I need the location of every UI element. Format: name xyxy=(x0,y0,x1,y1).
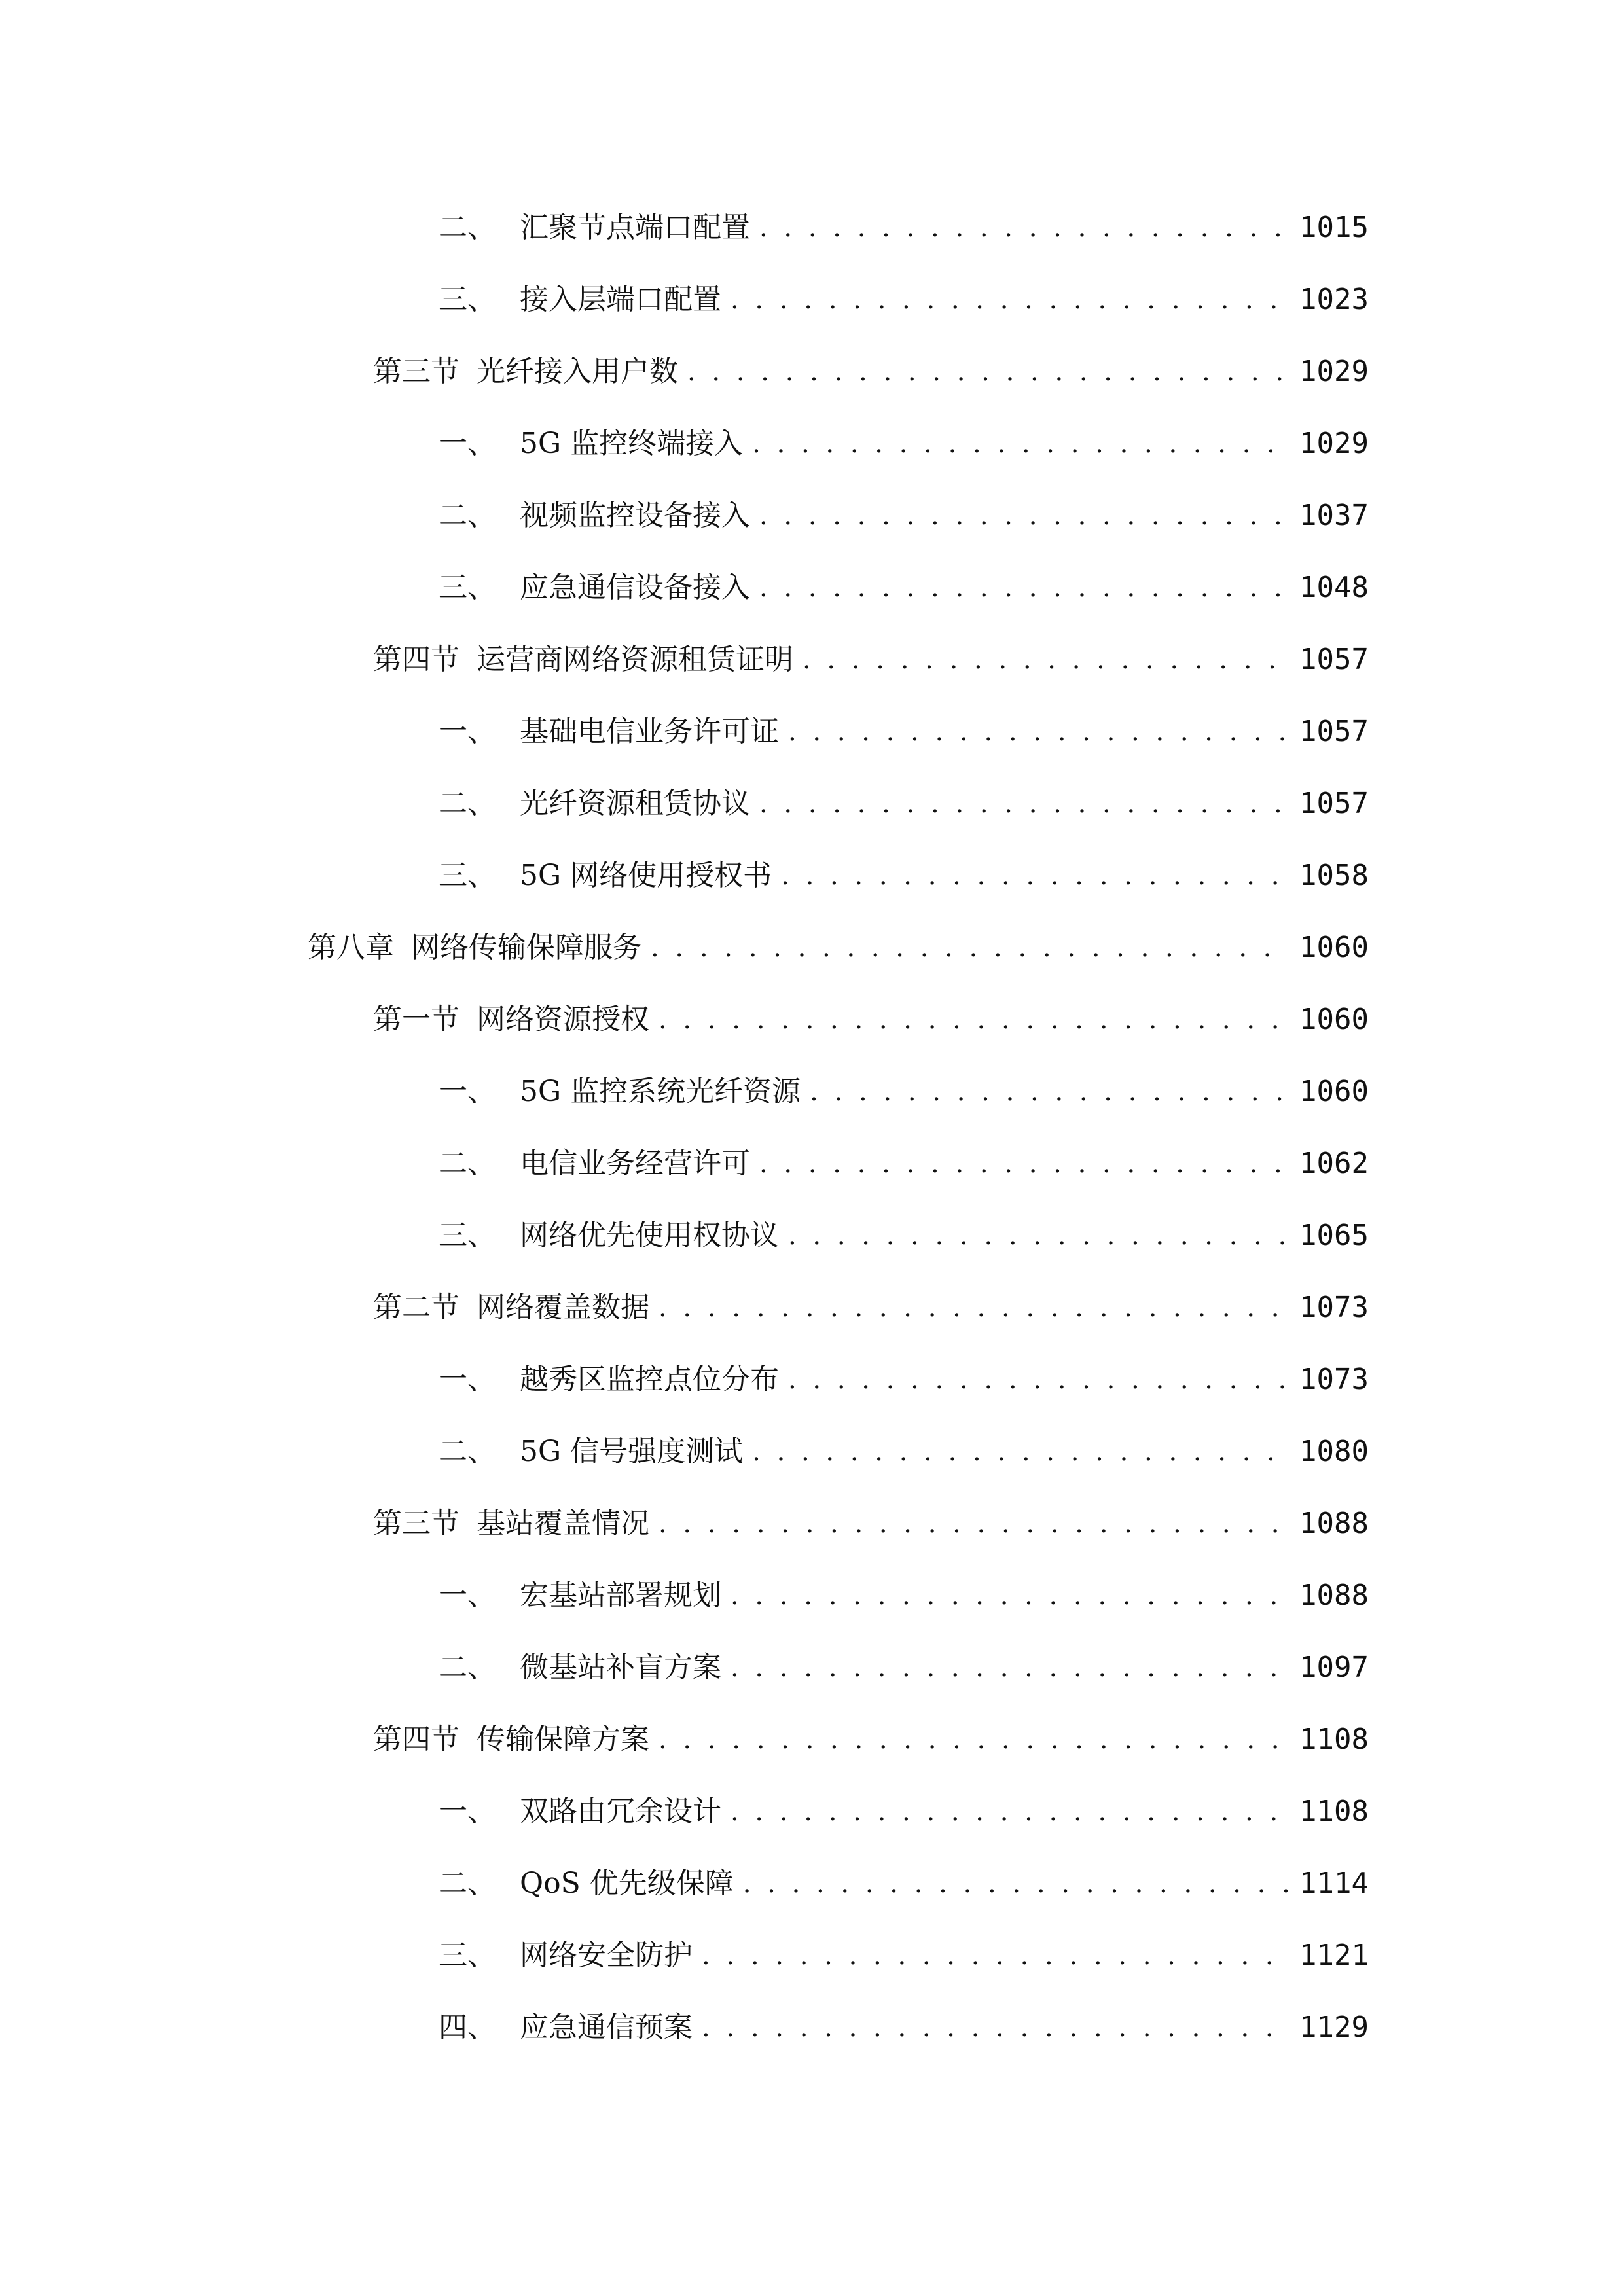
dot-leader xyxy=(702,1929,1290,1982)
dot-leader xyxy=(803,634,1290,686)
toc-entry-number: 二、 xyxy=(439,1147,496,1180)
toc-entry[interactable] xyxy=(439,1426,1369,1478)
toc-entry[interactable] xyxy=(373,1282,1369,1334)
toc-entry-number: 第八章 xyxy=(308,931,394,964)
dot-leader xyxy=(659,1282,1290,1334)
toc-entry[interactable] xyxy=(439,2001,1369,2054)
toc-entry-page: 1057 xyxy=(1299,715,1369,748)
toc-entry-page: 1114 xyxy=(1299,1867,1369,1900)
dot-leader xyxy=(659,994,1290,1046)
toc-entry-title: 网络资源授权 xyxy=(477,1003,649,1036)
dot-leader xyxy=(759,778,1290,830)
toc-entry[interactable] xyxy=(439,1066,1369,1118)
toc-entry-title: 微基站补盲方案 xyxy=(520,1651,721,1684)
toc-entry-title: 宏基站部署规划 xyxy=(520,1579,721,1612)
toc-entry-page: 1037 xyxy=(1299,499,1369,532)
toc-entry[interactable] xyxy=(439,1138,1369,1190)
toc-entry-page: 1080 xyxy=(1299,1435,1369,1468)
toc-entry-number: 第三节 xyxy=(373,1507,460,1540)
toc-entry-title: QoS 优先级保障 xyxy=(520,1867,734,1900)
dot-leader xyxy=(752,418,1290,470)
dot-leader xyxy=(752,1426,1290,1478)
toc-entry[interactable] xyxy=(439,1785,1369,1838)
toc-entry-title: 5G 信号强度测试 xyxy=(520,1435,744,1468)
toc-entry-number: 二、 xyxy=(439,787,496,820)
toc-entry-number: 二、 xyxy=(439,211,496,244)
toc-entry-page: 1057 xyxy=(1299,643,1369,676)
toc-entry-page: 1062 xyxy=(1299,1147,1369,1180)
toc-entry-page: 1073 xyxy=(1299,1291,1369,1324)
toc-entry[interactable] xyxy=(439,1570,1369,1622)
toc-entry-page: 1060 xyxy=(1299,1075,1369,1108)
toc-entry-title: 5G 网络使用授权书 xyxy=(520,859,772,892)
toc-entry[interactable] xyxy=(439,490,1369,542)
toc-entry-number: 第三节 xyxy=(373,355,460,388)
toc-entry-title: 网络传输保障服务 xyxy=(411,931,641,964)
toc-entry-title: 基础电信业务许可证 xyxy=(520,715,779,748)
toc-entry-page: 1029 xyxy=(1299,427,1369,460)
toc-entry[interactable] xyxy=(439,274,1369,326)
toc-entry-page: 1029 xyxy=(1299,355,1369,388)
toc-entry-number: 三、 xyxy=(439,1939,496,1972)
toc-entry-page: 1121 xyxy=(1299,1939,1369,1972)
toc-entry-page: 1065 xyxy=(1299,1219,1369,1252)
toc-entry-number: 三、 xyxy=(439,571,496,604)
toc-entry-title: 视频监控设备接入 xyxy=(520,499,750,532)
dot-leader xyxy=(651,922,1290,974)
toc-entry-title: 运营商网络资源租赁证明 xyxy=(477,643,793,676)
dot-leader xyxy=(759,1138,1290,1190)
toc-entry-number: 二、 xyxy=(439,499,496,532)
toc-entry-title: 应急通信预案 xyxy=(520,2011,693,2044)
toc-entry[interactable] xyxy=(439,706,1369,758)
toc-entry-page: 1058 xyxy=(1299,859,1369,892)
dot-leader xyxy=(788,1354,1290,1406)
toc-entry-title: 汇聚节点端口配置 xyxy=(520,211,750,244)
toc-entry[interactable] xyxy=(439,1210,1369,1262)
toc-entry-title: 应急通信设备接入 xyxy=(520,571,750,604)
toc-entry-title: 传输保障方案 xyxy=(477,1723,649,1756)
toc-entry[interactable] xyxy=(439,1354,1369,1406)
toc-entry[interactable] xyxy=(373,346,1369,398)
toc-entry-number: 三、 xyxy=(439,1219,496,1252)
toc-entry-number: 一、 xyxy=(439,1579,496,1612)
dot-leader xyxy=(731,1570,1290,1622)
dot-leader xyxy=(731,1785,1290,1838)
dot-leader xyxy=(731,274,1290,326)
toc-entry-title: 双路由冗余设计 xyxy=(520,1795,721,1828)
dot-leader xyxy=(759,202,1290,254)
toc-entry-page: 1023 xyxy=(1299,283,1369,316)
toc-entry-title: 接入层端口配置 xyxy=(520,283,721,316)
toc-entry-page: 1108 xyxy=(1299,1723,1369,1756)
toc-entry-page: 1108 xyxy=(1299,1795,1369,1828)
toc-entry-number: 第四节 xyxy=(373,1723,460,1756)
toc-entry-number: 二、 xyxy=(439,1867,496,1900)
toc-entry-number: 三、 xyxy=(439,859,496,892)
toc-entry[interactable] xyxy=(373,1713,1369,1766)
toc-entry[interactable] xyxy=(373,1498,1369,1550)
toc-entry-title: 电信业务经营许可 xyxy=(520,1147,750,1180)
toc-entry-title: 网络优先使用权协议 xyxy=(520,1219,779,1252)
toc-entry-title: 网络覆盖数据 xyxy=(477,1291,649,1324)
toc-entry-number: 一、 xyxy=(439,715,496,748)
toc-entry-title: 基站覆盖情况 xyxy=(477,1507,649,1540)
toc-entry-number: 一、 xyxy=(439,1075,496,1108)
toc-entry[interactable] xyxy=(373,634,1369,686)
toc-entry-number: 第四节 xyxy=(373,643,460,676)
toc-entry-number: 第一节 xyxy=(373,1003,460,1036)
dot-leader xyxy=(702,2001,1290,2054)
toc-entry-page: 1073 xyxy=(1299,1363,1369,1396)
toc-entry[interactable] xyxy=(373,994,1369,1046)
toc-entry-title: 5G 监控系统光纤资源 xyxy=(520,1075,801,1108)
toc-entry[interactable] xyxy=(308,922,1369,974)
toc-entry-title: 光纤资源租赁协议 xyxy=(520,787,750,820)
toc-entry[interactable] xyxy=(439,778,1369,830)
toc-entry[interactable] xyxy=(439,1641,1369,1694)
dot-leader xyxy=(759,490,1290,542)
toc-entry-page: 1088 xyxy=(1299,1579,1369,1612)
toc-entry[interactable] xyxy=(439,1857,1369,1910)
toc-entry-page: 1097 xyxy=(1299,1651,1369,1684)
toc-entry-page: 1129 xyxy=(1299,2011,1369,2044)
dot-leader xyxy=(743,1857,1290,1910)
dot-leader xyxy=(687,346,1290,398)
toc-entry-page: 1060 xyxy=(1299,931,1369,964)
dot-leader xyxy=(659,1713,1290,1766)
dot-leader xyxy=(810,1066,1290,1118)
toc-entry-number: 第二节 xyxy=(373,1291,460,1324)
toc-entry-title: 光纤接入用户数 xyxy=(477,355,678,388)
toc-entry-number: 二、 xyxy=(439,1651,496,1684)
toc-entry-page: 1048 xyxy=(1299,571,1369,604)
toc-entry-number: 二、 xyxy=(439,1435,496,1468)
toc-entry[interactable] xyxy=(439,562,1369,614)
toc-entry-page: 1057 xyxy=(1299,787,1369,820)
toc-entry-page: 1015 xyxy=(1299,211,1369,244)
toc-entry[interactable] xyxy=(439,202,1369,254)
dot-leader xyxy=(788,1210,1290,1262)
toc-entry-title: 越秀区监控点位分布 xyxy=(520,1363,779,1396)
toc-entry-page: 1060 xyxy=(1299,1003,1369,1036)
dot-leader xyxy=(759,562,1290,614)
toc-entry-page: 1088 xyxy=(1299,1507,1369,1540)
toc-entry-number: 四、 xyxy=(439,2011,496,2044)
toc-entry-number: 一、 xyxy=(439,1795,496,1828)
dot-leader xyxy=(788,706,1290,758)
toc-entry-title: 5G 监控终端接入 xyxy=(520,427,744,460)
toc-entry-number: 一、 xyxy=(439,427,496,460)
toc-entry-title: 网络安全防护 xyxy=(520,1939,693,1972)
dot-leader xyxy=(659,1498,1290,1550)
dot-leader xyxy=(731,1641,1290,1694)
toc-entry[interactable] xyxy=(439,418,1369,470)
toc-entry-number: 一、 xyxy=(439,1363,496,1396)
toc-entry[interactable] xyxy=(439,1929,1369,1982)
toc-entry[interactable] xyxy=(439,850,1369,902)
toc-entry-number: 三、 xyxy=(439,283,496,316)
dot-leader xyxy=(781,850,1290,902)
